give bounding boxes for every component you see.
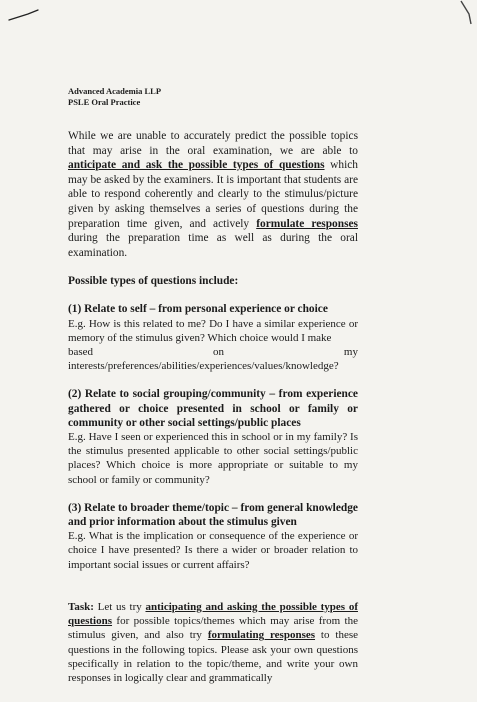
question-type-2-title: (2) Relate to social grouping/community – from experience gathered or choice presented in school or family or community or other social settings/public places	[68, 388, 358, 429]
question-type-3	[68, 501, 358, 572]
types-heading: Possible types of questions include:	[68, 275, 239, 288]
task-emphasis-2: formulating responses	[207, 629, 316, 642]
question-type-2	[68, 387, 358, 486]
company-name: Advanced Academia LLP	[68, 86, 162, 96]
question-type-1-spaced-line	[68, 345, 358, 359]
task-label: Task:	[68, 600, 94, 613]
question-type-3-title: (3) Relate to broader theme/topic – from general knowledge and prior information about the stimulus given	[68, 501, 358, 528]
intro-text-1: While we are unable to accurately predict the possible topics that may arise in the oral examination, we are able to	[68, 130, 358, 157]
task-text-3: to these questions in the following topics. Please ask your own questions specifically in relation to the topic/theme, and write your own responses in logically clear and grammatically	[68, 629, 358, 685]
intro-paragraph	[68, 129, 358, 260]
question-type-1-body: E.g. How is this related to me? Do I have a similar experience or memory of the stimulus given? Which choice would I make	[68, 317, 358, 344]
word-based: based	[68, 345, 94, 358]
question-type-2-body: E.g. Have I seen or experienced this in school or in my family? Is the stimulus presented applicable to other social settings/public places? Which choice is more appropriate or suitable to my school or family or community?	[68, 430, 358, 486]
question-type-3-body: E.g. What is the implication or consequence of the experience or choice I have presented? Is there a wider or broader relation to important social issues or current affairs?	[68, 530, 358, 571]
intro-text-3: during the preparation time as well as during the oral examination.	[68, 232, 358, 259]
word-on: on	[212, 345, 224, 358]
intro-text-2: which may be asked by the examiners. It is important that students are able to respond coherently and clearly to the stimulus/picture given by asking themselves a series of questions during the preparation time given, and actively	[68, 159, 359, 230]
word-my: my	[343, 345, 358, 358]
document-body	[68, 86, 358, 686]
intro-emphasis-1: anticipate and ask the possible types of questions	[68, 159, 325, 172]
corner-fold-mark	[459, 0, 473, 26]
question-type-1-title: (1) Relate to self – from personal experience or choice	[68, 303, 328, 316]
task-text-1: Let us try	[93, 600, 146, 613]
document-header	[68, 86, 358, 107]
pen-stroke-mark	[8, 8, 40, 22]
subject-title: PSLE Oral Practice	[68, 96, 141, 107]
question-type-1-tail: interests/preferences/abilities/experiences/values/knowledge?	[68, 360, 339, 373]
task-emphasis-1: anticipating and asking the possible types of questions	[68, 600, 358, 628]
task-text-2: for possible topics/themes which may arise from the stimulus given, and also try	[68, 615, 358, 642]
intro-emphasis-2: formulate responses	[256, 217, 358, 230]
question-type-1	[68, 302, 358, 373]
task-paragraph	[68, 600, 358, 686]
